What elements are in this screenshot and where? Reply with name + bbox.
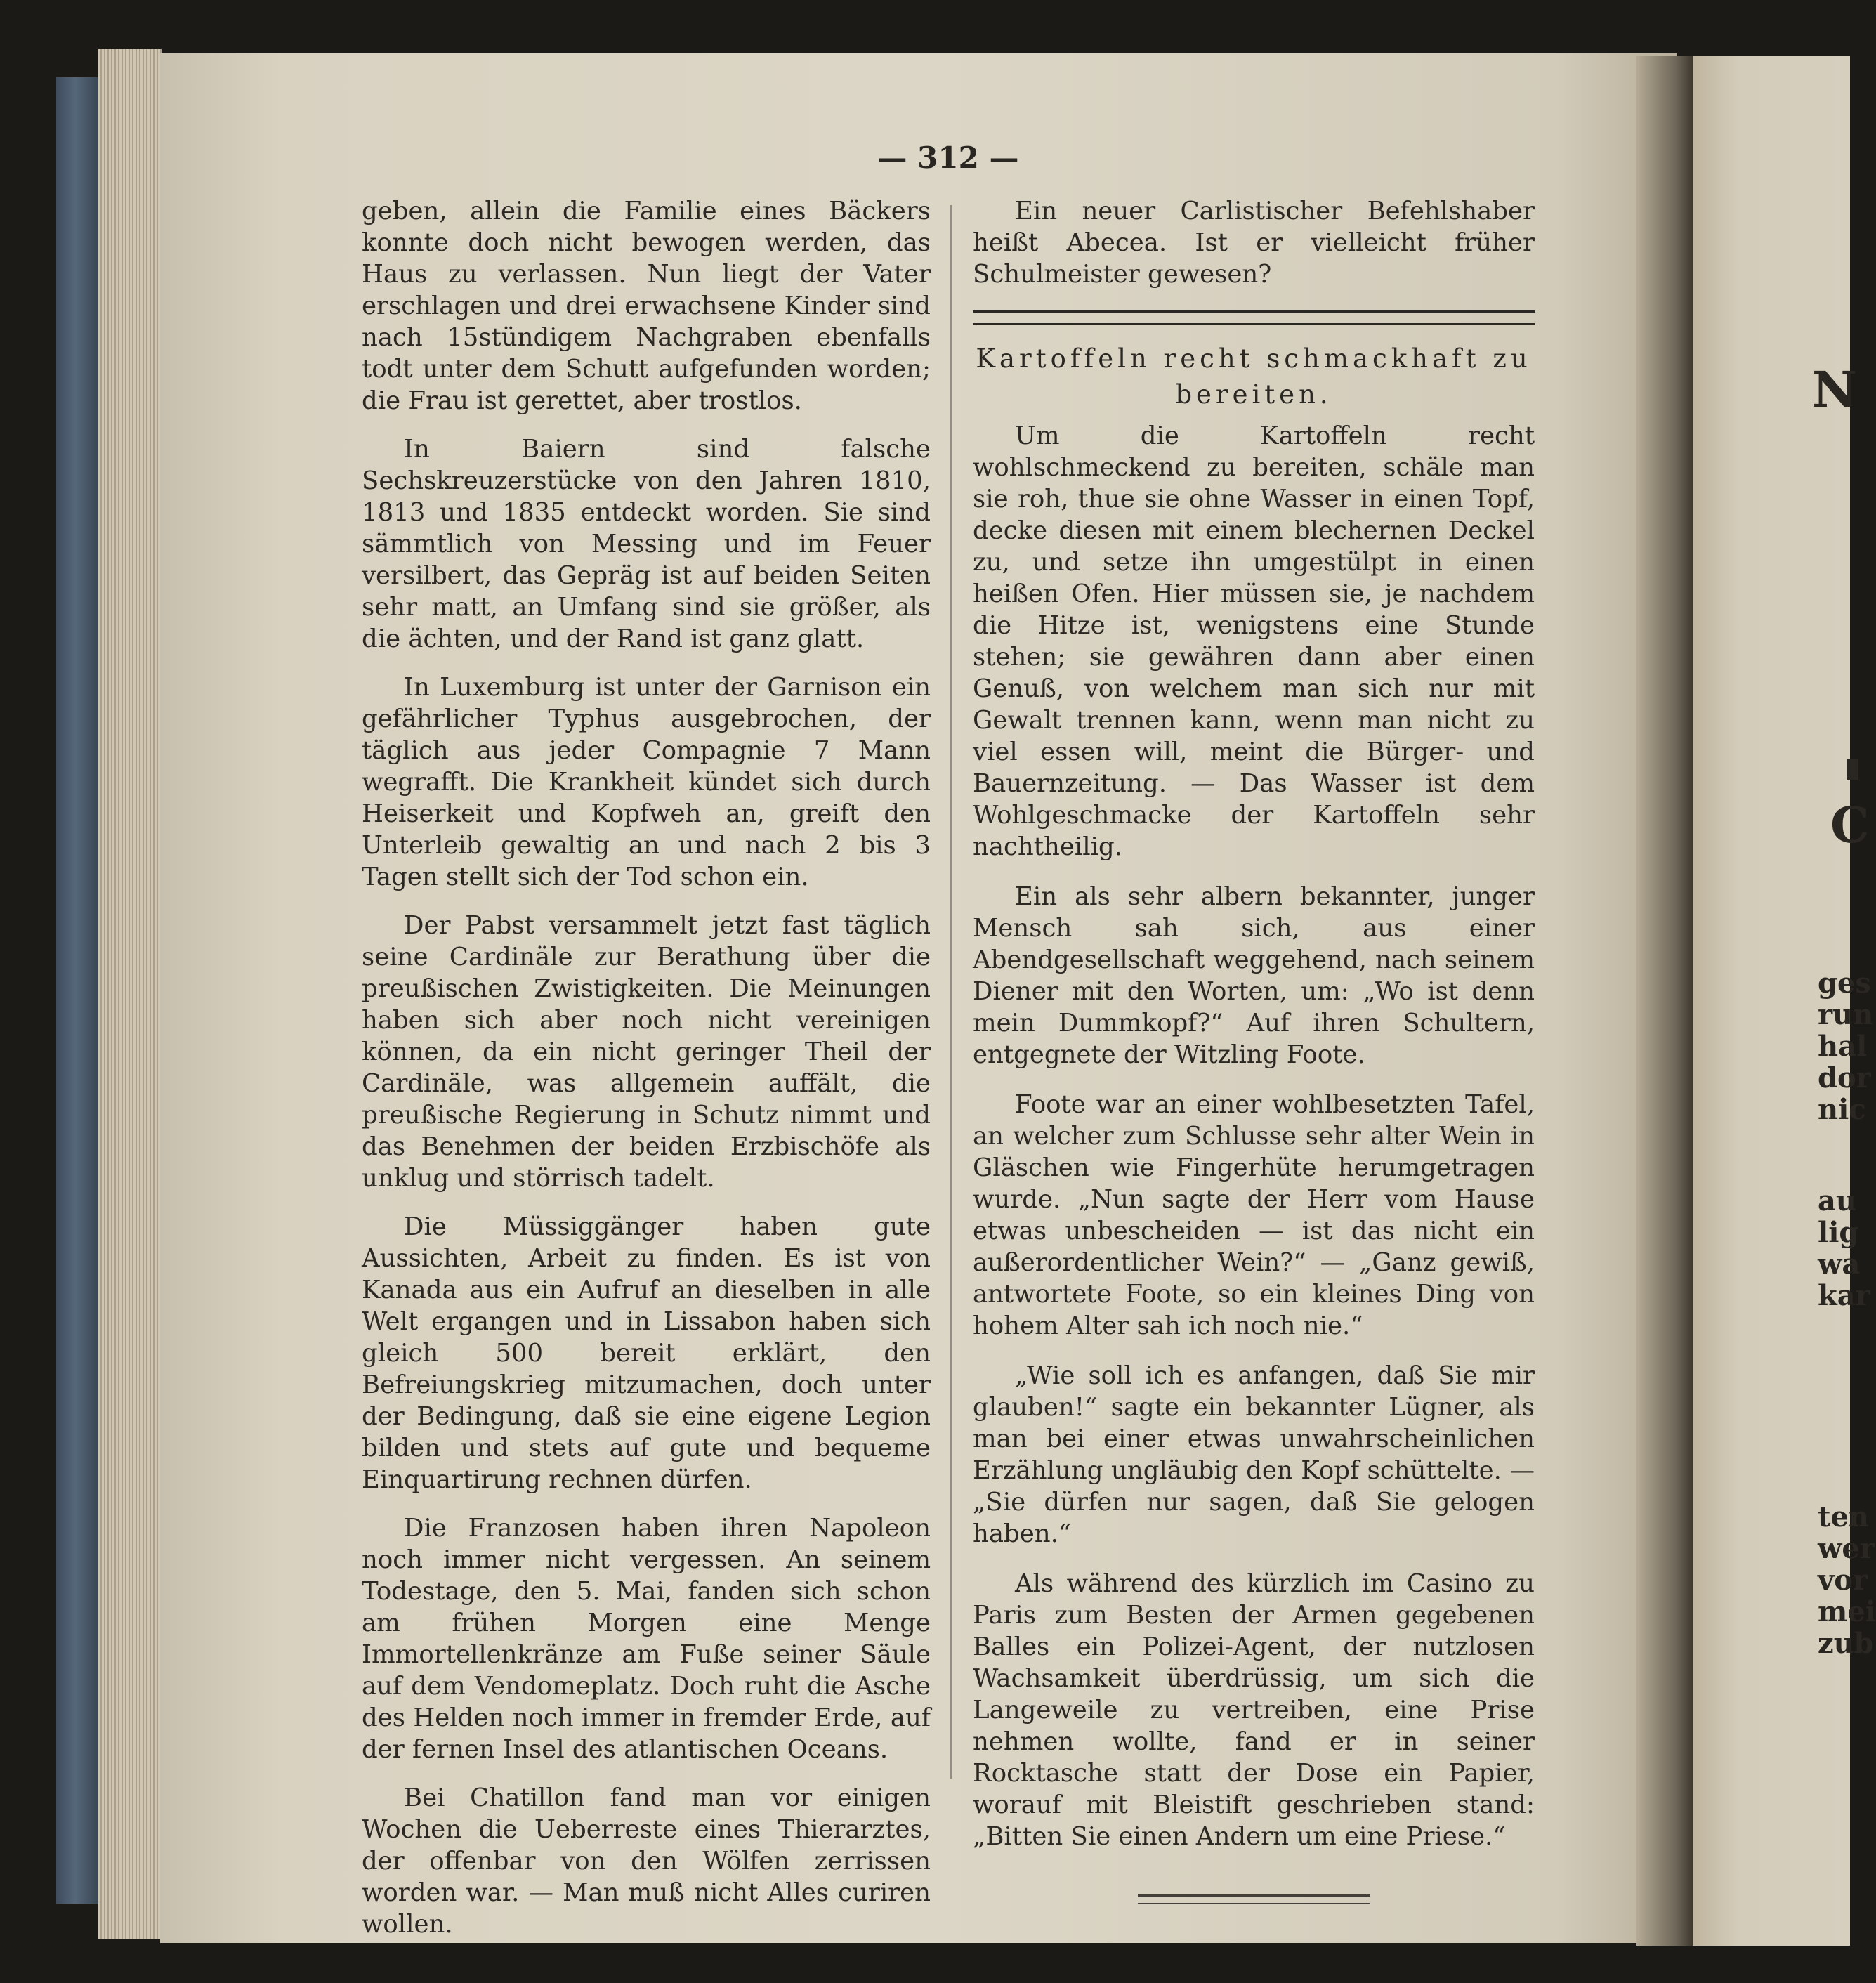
facing-fragment: wa (1818, 1248, 1861, 1281)
article-paragraph: Die Franzosen haben ihren Napoleon noch immer nicht vergessen. An seinem Todestage, den 5. Mai, fanden sich schon am frühen Morgen eine Menge Immortellenkränze am Fuße seiner Säule auf dem Vendomeplatz. Doch ruht die Asche des Helden noch immer in fremder Erde, auf der fernen Insel des atlantischen Oceans. (362, 1514, 931, 1764)
page-number: — 312 — (877, 140, 1019, 175)
facing-fragment: kar (1818, 1279, 1870, 1312)
article-paragraph: Als während des kürzlich im Casino zu Paris zum Besten der Armen gegebenen Balles ein Polizei-Agent, der nutzlosen Wachsamkeit überdrüssig, um sich die Langeweile zu vertreiben, eine Prise nehmen wollte, fand er in seiner Rocktasche statt der Dose ein Papier, worauf mit Bleistift geschrieben stand: „Bitten Sie einen Andern um eine Priese.“ (973, 1569, 1535, 1851)
book-spine (56, 77, 98, 1904)
article-paragraph: Bei Chatillon fand man vor einigen Wochen die Ueberreste eines Thierarztes, der offenbar von den Wölfen zerrissen worden war. — Man muß nicht Alles curiren wollen. (362, 1784, 931, 1939)
column-divider (950, 205, 952, 1779)
facing-fragment: zub (1818, 1627, 1874, 1660)
article-paragraph: „Wie soll ich es anfangen, daß Sie mir glauben!“ sagte ein bekannter Lügner, als man bei einer etwas unwahrscheinlichen Erzählung ungläubig den Kopf schüttelte. — „Sie dürfen nur sagen, daß Sie gelogen haben.“ (973, 1361, 1535, 1548)
section-heading-cont: bereiten. (1175, 379, 1332, 410)
section-rule (973, 310, 1535, 325)
facing-fragment: ten (1818, 1500, 1870, 1533)
article-paragraph: In Baiern sind falsche Sechskreuzerstücke von den Jahren 1810, 1813 und 1835 entdeckt worden. Sie sind sämmtlich von Messing und im Feuer versilbert, das Gepräg ist auf beiden Seiten sehr matt, an Umfang sind sie größer, als die ächten, und der Rand ist ganz glatt. (362, 435, 931, 653)
facing-fragment: nic (1818, 1093, 1866, 1126)
facing-fragment: run (1818, 998, 1874, 1031)
article-paragraph: Die Müssiggänger haben gute Aussichten, Arbeit zu finden. Es ist von Kanada aus ein Aufruf an dieselben in alle Welt ergangen und in Lissabon haben sich gleich 500 bereit erklärt, den Befreiungskrieg mitzumachen, doch unter der Bedingung, daß sie eine eigene Legion bilden und stets auf gute und bequeme Einquartirung rechnen dürfen. (362, 1212, 931, 1494)
article-paragraph: In Luxemburg ist unter der Garnison ein gefährlicher Typhus ausgebrochen, der täglich aus jeder Compagnie 7 Mann wegrafft. Die Krankheit kündet sich durch Heiserkeit und Kopfweh an, greift den Unterleib gewaltig an und nach 2 bis 3 Tagen stellt sich der Tod schon ein. (362, 673, 931, 891)
facing-fragment: hal (1818, 1030, 1868, 1063)
article-paragraph: Der Pabst versammelt jetzt fast täglich seine Cardinäle zur Berathung über die preußischen Zwistigkeiten. Die Meinungen haben sich aber noch nicht vereinigen können, da ein nicht geringer Theil der Cardinäle, was allgemein auffält, die preußische Regierung in Schutz nimmt und das Benehmen der beiden Erzbischöfe als unklug und störrisch tadelt. (362, 911, 931, 1193)
facing-fragment: C (1830, 796, 1870, 854)
facing-fragment: vor (1818, 1564, 1868, 1597)
end-flourish (1138, 1894, 1370, 1904)
facing-fragment: lig (1818, 1216, 1859, 1249)
article-paragraph: Foote war an einer wohlbesetzten Tafel, an welcher zum Schlusse sehr alter Wein in Gläschen wie Fingerhüte herumgetragen wurde. „Nun sagte der Herr vom Hause etwas unbescheiden — ist das nicht ein außerordentlicher Wein?“ — „Ganz gewiß, antwortete Foote, so ein kleines Ding von hohem Alter sah ich noch nie.“ (973, 1090, 1535, 1340)
facing-fragment: N (1812, 360, 1857, 419)
right-column (973, 195, 1535, 1904)
facing-fragment: wer (1818, 1532, 1875, 1565)
page-gutter (1636, 56, 1693, 1946)
page-edges (98, 49, 162, 1939)
facing-fragment: mei (1818, 1595, 1876, 1628)
facing-fragment: ges (1818, 967, 1871, 1000)
left-column (362, 195, 931, 1940)
facing-fragment: au (1818, 1184, 1856, 1217)
intro-paragraph: Ein neuer Carlistischer Befehlshaber heißt Abecea. Ist er vielleicht früher Schulmeister gewesen? (973, 197, 1535, 289)
facing-page (1693, 56, 1876, 1946)
article-paragraph: Um die Kartoffeln recht wohlschmeckend zu bereiten, schäle man sie roh, thue sie ohne Wasser in einen Topf, decke diesen mit einem blechernen Deckel zu, und setze ihn umgestülpt in einen heißen Ofen. Hier müssen sie, je nachdem die Hitze ist, wenigstens eine Stunde stehen; sie gewähren dann aber einen Genuß, von welchem man sich nur mit Gewalt trennen kann, wenn man nicht zu viel essen will, meint die Bürger- und Bauernzeitung. — Das Wasser ist dem Wohlgeschmacke der Kartoffeln sehr nachtheilig. (973, 421, 1535, 861)
section-heading: Kartoffeln recht schmackhaft zu (976, 343, 1532, 374)
article-paragraph: Ein als sehr albern bekannter, junger Mensch sah sich, aus einer Abendgesellschaft weggehend, nach seinem Diener mit den Worten, um: „Wo ist denn mein Dummkopf?“ Auf ihren Schultern, entgegnete der Witzling Foote. (973, 882, 1535, 1069)
facing-mark (1847, 759, 1858, 780)
facing-fragment: dor (1818, 1061, 1871, 1094)
article-paragraph: geben, allein die Familie eines Bäckers konnte doch nicht bewogen werden, das Haus zu verlassen. Nun liegt der Vater erschlagen und drei erwachsene Kinder sind nach 15stündigem Nachgraben ebenfalls todt unter dem Schutt aufgefunden worden; die Frau ist gerettet, aber trostlos. (362, 197, 931, 415)
